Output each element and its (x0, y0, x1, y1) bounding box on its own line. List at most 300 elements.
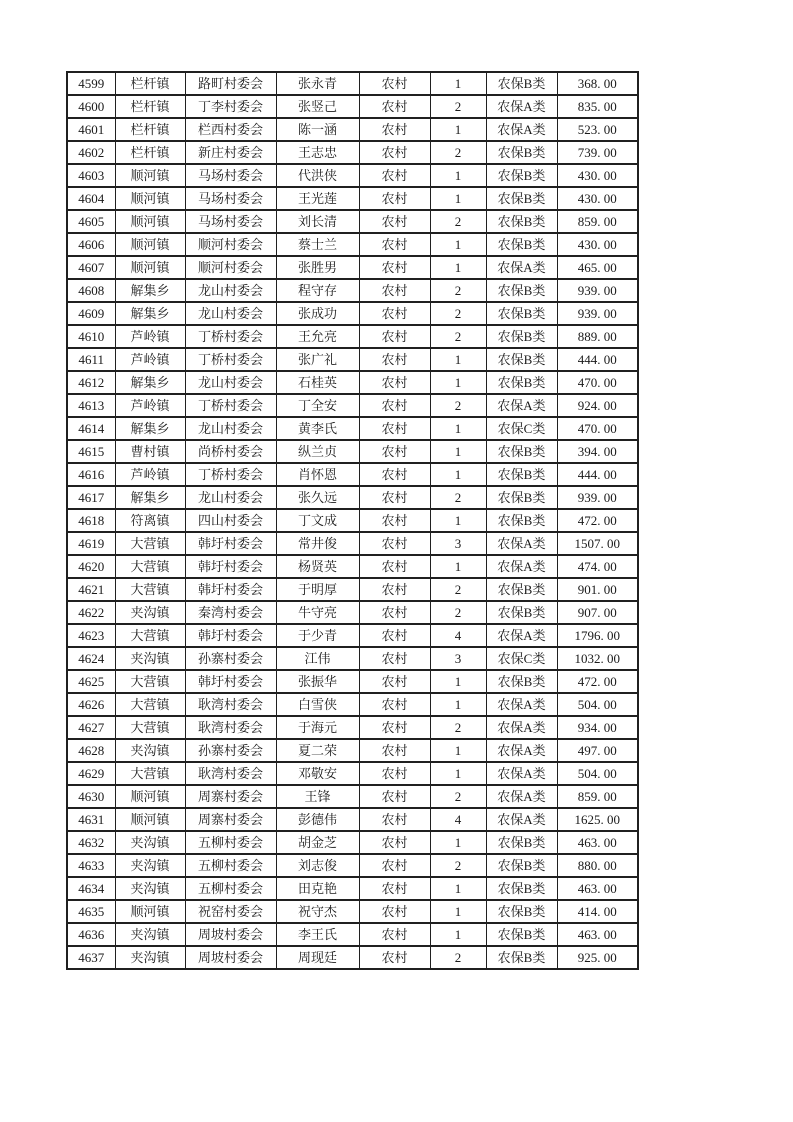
cell-person-count: 3 (430, 647, 486, 670)
cell-amount: 1507. 00 (557, 532, 638, 555)
table-row (67, 900, 638, 923)
cell-person-name: 蔡士兰 (276, 233, 359, 256)
cell-category: 农村 (359, 325, 430, 348)
cell-amount: 394. 00 (557, 440, 638, 463)
cell-serial-number: 4616 (67, 463, 115, 486)
cell-person-name: 张久远 (276, 486, 359, 509)
cell-village-committee: 路町村委会 (185, 72, 276, 95)
cell-village-committee: 顺河村委会 (185, 256, 276, 279)
cell-category: 农村 (359, 210, 430, 233)
cell-category: 农村 (359, 256, 430, 279)
cell-village-committee: 周寨村委会 (185, 785, 276, 808)
cell-person-name: 彭德伟 (276, 808, 359, 831)
table-row (67, 118, 638, 141)
cell-amount: 470. 00 (557, 417, 638, 440)
cell-person-count: 1 (430, 371, 486, 394)
cell-person-name: 田克艳 (276, 877, 359, 900)
cell-serial-number: 4603 (67, 164, 115, 187)
cell-town: 夹沟镇 (115, 877, 185, 900)
cell-amount: 925. 00 (557, 946, 638, 969)
cell-person-name: 刘长清 (276, 210, 359, 233)
table-row (67, 785, 638, 808)
cell-person-count: 1 (430, 739, 486, 762)
cell-person-count: 1 (430, 256, 486, 279)
cell-insurance-type: 农保B类 (486, 463, 557, 486)
cell-serial-number: 4605 (67, 210, 115, 233)
cell-person-count: 4 (430, 808, 486, 831)
cell-category: 农村 (359, 95, 430, 118)
cell-insurance-type: 农保B类 (486, 486, 557, 509)
table-row (67, 808, 638, 831)
cell-amount: 939. 00 (557, 279, 638, 302)
cell-village-committee: 周坡村委会 (185, 923, 276, 946)
cell-serial-number: 4636 (67, 923, 115, 946)
cell-person-name: 于少青 (276, 624, 359, 647)
cell-category: 农村 (359, 762, 430, 785)
table-row (67, 279, 638, 302)
cell-insurance-type: 农保B类 (486, 279, 557, 302)
cell-person-count: 2 (430, 279, 486, 302)
cell-insurance-type: 农保A类 (486, 762, 557, 785)
cell-amount: 1625. 00 (557, 808, 638, 831)
cell-amount: 472. 00 (557, 670, 638, 693)
cell-insurance-type: 农保B类 (486, 371, 557, 394)
cell-amount: 463. 00 (557, 831, 638, 854)
cell-village-committee: 五柳村委会 (185, 831, 276, 854)
cell-serial-number: 4602 (67, 141, 115, 164)
cell-insurance-type: 农保B类 (486, 302, 557, 325)
cell-person-name: 黄李氏 (276, 417, 359, 440)
cell-insurance-type: 农保B类 (486, 923, 557, 946)
cell-amount: 939. 00 (557, 302, 638, 325)
cell-town: 解集乡 (115, 302, 185, 325)
pension-table-body (67, 72, 638, 969)
cell-serial-number: 4612 (67, 371, 115, 394)
table-row (67, 854, 638, 877)
cell-serial-number: 4611 (67, 348, 115, 371)
table-row (67, 187, 638, 210)
cell-amount: 859. 00 (557, 785, 638, 808)
cell-person-count: 2 (430, 141, 486, 164)
cell-person-count: 1 (430, 417, 486, 440)
cell-amount: 368. 00 (557, 72, 638, 95)
table-row (67, 578, 638, 601)
cell-category: 农村 (359, 118, 430, 141)
table-row (67, 532, 638, 555)
cell-category: 农村 (359, 716, 430, 739)
cell-serial-number: 4627 (67, 716, 115, 739)
cell-person-count: 2 (430, 601, 486, 624)
cell-insurance-type: 农保B类 (486, 670, 557, 693)
cell-insurance-type: 农保B类 (486, 831, 557, 854)
cell-town: 顺河镇 (115, 900, 185, 923)
cell-category: 农村 (359, 808, 430, 831)
cell-amount: 430. 00 (557, 164, 638, 187)
cell-insurance-type: 农保B类 (486, 509, 557, 532)
cell-serial-number: 4618 (67, 509, 115, 532)
cell-person-name: 王光莲 (276, 187, 359, 210)
cell-amount: 430. 00 (557, 233, 638, 256)
cell-person-name: 石桂英 (276, 371, 359, 394)
cell-category: 农村 (359, 670, 430, 693)
cell-person-count: 1 (430, 509, 486, 532)
cell-person-name: 于明厚 (276, 578, 359, 601)
cell-person-count: 1 (430, 164, 486, 187)
cell-serial-number: 4607 (67, 256, 115, 279)
table-row (67, 417, 638, 440)
cell-serial-number: 4599 (67, 72, 115, 95)
cell-person-name: 丁文成 (276, 509, 359, 532)
cell-category: 农村 (359, 72, 430, 95)
cell-amount: 939. 00 (557, 486, 638, 509)
cell-village-committee: 孙寨村委会 (185, 647, 276, 670)
table-row (67, 624, 638, 647)
cell-serial-number: 4604 (67, 187, 115, 210)
table-row (67, 739, 638, 762)
table-row (67, 877, 638, 900)
cell-village-committee: 耿湾村委会 (185, 693, 276, 716)
cell-person-count: 2 (430, 325, 486, 348)
cell-insurance-type: 农保B类 (486, 233, 557, 256)
cell-village-committee: 孙寨村委会 (185, 739, 276, 762)
cell-amount: 504. 00 (557, 693, 638, 716)
cell-category: 农村 (359, 394, 430, 417)
cell-person-count: 1 (430, 440, 486, 463)
cell-serial-number: 4626 (67, 693, 115, 716)
table-row (67, 348, 638, 371)
cell-insurance-type: 农保B类 (486, 325, 557, 348)
cell-person-count: 1 (430, 187, 486, 210)
cell-village-committee: 四山村委会 (185, 509, 276, 532)
cell-insurance-type: 农保A类 (486, 739, 557, 762)
cell-amount: 907. 00 (557, 601, 638, 624)
cell-person-name: 常井俊 (276, 532, 359, 555)
cell-town: 顺河镇 (115, 164, 185, 187)
cell-person-count: 1 (430, 877, 486, 900)
cell-town: 栏杆镇 (115, 95, 185, 118)
cell-person-name: 程守存 (276, 279, 359, 302)
cell-amount: 1796. 00 (557, 624, 638, 647)
cell-serial-number: 4606 (67, 233, 115, 256)
cell-serial-number: 4625 (67, 670, 115, 693)
cell-person-count: 1 (430, 348, 486, 371)
cell-serial-number: 4622 (67, 601, 115, 624)
cell-village-committee: 韩圩村委会 (185, 532, 276, 555)
table-row (67, 555, 638, 578)
cell-town: 夹沟镇 (115, 831, 185, 854)
cell-category: 农村 (359, 532, 430, 555)
cell-person-name: 祝守杰 (276, 900, 359, 923)
table-row (67, 440, 638, 463)
cell-village-committee: 丁桥村委会 (185, 394, 276, 417)
cell-village-committee: 龙山村委会 (185, 371, 276, 394)
cell-person-count: 1 (430, 555, 486, 578)
cell-serial-number: 4609 (67, 302, 115, 325)
table-row (67, 923, 638, 946)
cell-person-count: 1 (430, 923, 486, 946)
table-row (67, 164, 638, 187)
cell-village-committee: 丁桥村委会 (185, 463, 276, 486)
cell-insurance-type: 农保C类 (486, 417, 557, 440)
cell-village-committee: 马场村委会 (185, 164, 276, 187)
cell-person-name: 周现廷 (276, 946, 359, 969)
cell-town: 顺河镇 (115, 256, 185, 279)
cell-person-count: 1 (430, 831, 486, 854)
cell-category: 农村 (359, 440, 430, 463)
cell-serial-number: 4619 (67, 532, 115, 555)
cell-town: 大营镇 (115, 578, 185, 601)
cell-serial-number: 4617 (67, 486, 115, 509)
cell-person-name: 牛守亮 (276, 601, 359, 624)
cell-town: 芦岭镇 (115, 463, 185, 486)
cell-village-committee: 秦湾村委会 (185, 601, 276, 624)
cell-village-committee: 新庄村委会 (185, 141, 276, 164)
cell-category: 农村 (359, 141, 430, 164)
cell-person-count: 1 (430, 762, 486, 785)
cell-category: 农村 (359, 279, 430, 302)
cell-town: 大营镇 (115, 716, 185, 739)
cell-category: 农村 (359, 877, 430, 900)
cell-category: 农村 (359, 785, 430, 808)
cell-town: 大营镇 (115, 762, 185, 785)
table-row (67, 463, 638, 486)
cell-category: 农村 (359, 693, 430, 716)
cell-category: 农村 (359, 946, 430, 969)
cell-category: 农村 (359, 831, 430, 854)
cell-person-name: 王允亮 (276, 325, 359, 348)
cell-amount: 444. 00 (557, 348, 638, 371)
cell-category: 农村 (359, 578, 430, 601)
cell-category: 农村 (359, 348, 430, 371)
cell-person-name: 丁全安 (276, 394, 359, 417)
cell-person-name: 纵兰贞 (276, 440, 359, 463)
cell-person-name: 肖怀恩 (276, 463, 359, 486)
cell-person-count: 1 (430, 233, 486, 256)
cell-category: 农村 (359, 739, 430, 762)
cell-amount: 504. 00 (557, 762, 638, 785)
cell-amount: 465. 00 (557, 256, 638, 279)
cell-person-count: 2 (430, 95, 486, 118)
cell-category: 农村 (359, 417, 430, 440)
cell-category: 农村 (359, 854, 430, 877)
cell-amount: 463. 00 (557, 877, 638, 900)
cell-category: 农村 (359, 486, 430, 509)
cell-insurance-type: 农保A类 (486, 693, 557, 716)
cell-town: 大营镇 (115, 670, 185, 693)
cell-insurance-type: 农保A类 (486, 624, 557, 647)
cell-person-count: 1 (430, 463, 486, 486)
cell-person-count: 2 (430, 302, 486, 325)
cell-insurance-type: 农保A类 (486, 394, 557, 417)
cell-serial-number: 4608 (67, 279, 115, 302)
cell-town: 夹沟镇 (115, 854, 185, 877)
cell-serial-number: 4632 (67, 831, 115, 854)
cell-person-name: 夏二荣 (276, 739, 359, 762)
cell-insurance-type: 农保B类 (486, 72, 557, 95)
cell-amount: 835. 00 (557, 95, 638, 118)
cell-serial-number: 4635 (67, 900, 115, 923)
cell-person-count: 1 (430, 670, 486, 693)
cell-insurance-type: 农保A类 (486, 532, 557, 555)
cell-village-committee: 韩圩村委会 (185, 555, 276, 578)
cell-serial-number: 4614 (67, 417, 115, 440)
cell-insurance-type: 农保B类 (486, 578, 557, 601)
cell-category: 农村 (359, 900, 430, 923)
cell-category: 农村 (359, 463, 430, 486)
cell-category: 农村 (359, 164, 430, 187)
table-row (67, 831, 638, 854)
cell-person-name: 张胜男 (276, 256, 359, 279)
cell-village-committee: 耿湾村委会 (185, 716, 276, 739)
cell-town: 夹沟镇 (115, 739, 185, 762)
cell-town: 夹沟镇 (115, 946, 185, 969)
cell-amount: 880. 00 (557, 854, 638, 877)
cell-person-name: 杨贤英 (276, 555, 359, 578)
cell-town: 大营镇 (115, 693, 185, 716)
cell-village-committee: 龙山村委会 (185, 486, 276, 509)
cell-serial-number: 4610 (67, 325, 115, 348)
cell-person-count: 1 (430, 900, 486, 923)
table-row (67, 693, 638, 716)
cell-town: 大营镇 (115, 624, 185, 647)
cell-person-name: 于海元 (276, 716, 359, 739)
table-row (67, 601, 638, 624)
cell-village-committee: 龙山村委会 (185, 302, 276, 325)
cell-insurance-type: 农保A类 (486, 118, 557, 141)
cell-insurance-type: 农保B类 (486, 601, 557, 624)
cell-town: 芦岭镇 (115, 325, 185, 348)
cell-person-name: 张成功 (276, 302, 359, 325)
cell-insurance-type: 农保A类 (486, 716, 557, 739)
cell-amount: 934. 00 (557, 716, 638, 739)
cell-village-committee: 韩圩村委会 (185, 670, 276, 693)
cell-village-committee: 马场村委会 (185, 187, 276, 210)
table-row (67, 670, 638, 693)
cell-town: 顺河镇 (115, 808, 185, 831)
cell-category: 农村 (359, 624, 430, 647)
cell-village-committee: 韩圩村委会 (185, 624, 276, 647)
cell-category: 农村 (359, 601, 430, 624)
cell-serial-number: 4629 (67, 762, 115, 785)
cell-village-committee: 丁李村委会 (185, 95, 276, 118)
cell-serial-number: 4633 (67, 854, 115, 877)
cell-category: 农村 (359, 647, 430, 670)
cell-amount: 430. 00 (557, 187, 638, 210)
cell-town: 顺河镇 (115, 233, 185, 256)
cell-person-name: 江伟 (276, 647, 359, 670)
table-row (67, 233, 638, 256)
cell-insurance-type: 农保B类 (486, 877, 557, 900)
cell-insurance-type: 农保B类 (486, 210, 557, 233)
cell-town: 栏杆镇 (115, 118, 185, 141)
cell-village-committee: 周寨村委会 (185, 808, 276, 831)
cell-serial-number: 4634 (67, 877, 115, 900)
cell-serial-number: 4613 (67, 394, 115, 417)
cell-amount: 523. 00 (557, 118, 638, 141)
cell-person-count: 1 (430, 693, 486, 716)
cell-serial-number: 4601 (67, 118, 115, 141)
cell-category: 农村 (359, 371, 430, 394)
table-row (67, 141, 638, 164)
cell-town: 顺河镇 (115, 187, 185, 210)
cell-insurance-type: 农保B类 (486, 164, 557, 187)
cell-village-committee: 顺河村委会 (185, 233, 276, 256)
cell-insurance-type: 农保B类 (486, 854, 557, 877)
table-row (67, 486, 638, 509)
cell-insurance-type: 农保B类 (486, 141, 557, 164)
cell-insurance-type: 农保B类 (486, 900, 557, 923)
cell-amount: 924. 00 (557, 394, 638, 417)
cell-village-committee: 祝窑村委会 (185, 900, 276, 923)
cell-town: 夹沟镇 (115, 647, 185, 670)
cell-serial-number: 4620 (67, 555, 115, 578)
cell-person-name: 胡金芝 (276, 831, 359, 854)
table-row (67, 256, 638, 279)
table-row (67, 371, 638, 394)
cell-town: 栏杆镇 (115, 141, 185, 164)
cell-person-name: 张振华 (276, 670, 359, 693)
table-row (67, 210, 638, 233)
cell-amount: 1032. 00 (557, 647, 638, 670)
cell-serial-number: 4615 (67, 440, 115, 463)
cell-category: 农村 (359, 923, 430, 946)
cell-category: 农村 (359, 555, 430, 578)
table-row (67, 509, 638, 532)
cell-person-name: 白雪侠 (276, 693, 359, 716)
cell-town: 解集乡 (115, 486, 185, 509)
cell-village-committee: 周坡村委会 (185, 946, 276, 969)
table-row (67, 647, 638, 670)
cell-insurance-type: 农保A类 (486, 256, 557, 279)
table-row (67, 95, 638, 118)
cell-town: 解集乡 (115, 371, 185, 394)
cell-village-committee: 龙山村委会 (185, 417, 276, 440)
cell-village-committee: 五柳村委会 (185, 854, 276, 877)
cell-person-name: 邓敬安 (276, 762, 359, 785)
cell-insurance-type: 农保B类 (486, 440, 557, 463)
cell-insurance-type: 农保A类 (486, 785, 557, 808)
cell-person-name: 王志忠 (276, 141, 359, 164)
cell-town: 解集乡 (115, 417, 185, 440)
cell-amount: 889. 00 (557, 325, 638, 348)
cell-village-committee: 尚桥村委会 (185, 440, 276, 463)
table-row (67, 762, 638, 785)
cell-person-count: 2 (430, 716, 486, 739)
cell-person-count: 2 (430, 210, 486, 233)
cell-town: 栏杆镇 (115, 72, 185, 95)
cell-village-committee: 龙山村委会 (185, 279, 276, 302)
pension-roster-table (66, 71, 639, 970)
cell-person-name: 刘志俊 (276, 854, 359, 877)
cell-person-count: 2 (430, 785, 486, 808)
table-row (67, 716, 638, 739)
cell-serial-number: 4631 (67, 808, 115, 831)
cell-amount: 739. 00 (557, 141, 638, 164)
table-row (67, 946, 638, 969)
cell-town: 夹沟镇 (115, 601, 185, 624)
table-row (67, 394, 638, 417)
cell-person-count: 4 (430, 624, 486, 647)
cell-amount: 444. 00 (557, 463, 638, 486)
cell-person-count: 2 (430, 854, 486, 877)
cell-serial-number: 4621 (67, 578, 115, 601)
cell-category: 农村 (359, 233, 430, 256)
cell-village-committee: 五柳村委会 (185, 877, 276, 900)
cell-town: 大营镇 (115, 532, 185, 555)
cell-insurance-type: 农保B类 (486, 348, 557, 371)
cell-insurance-type: 农保C类 (486, 647, 557, 670)
cell-town: 大营镇 (115, 555, 185, 578)
